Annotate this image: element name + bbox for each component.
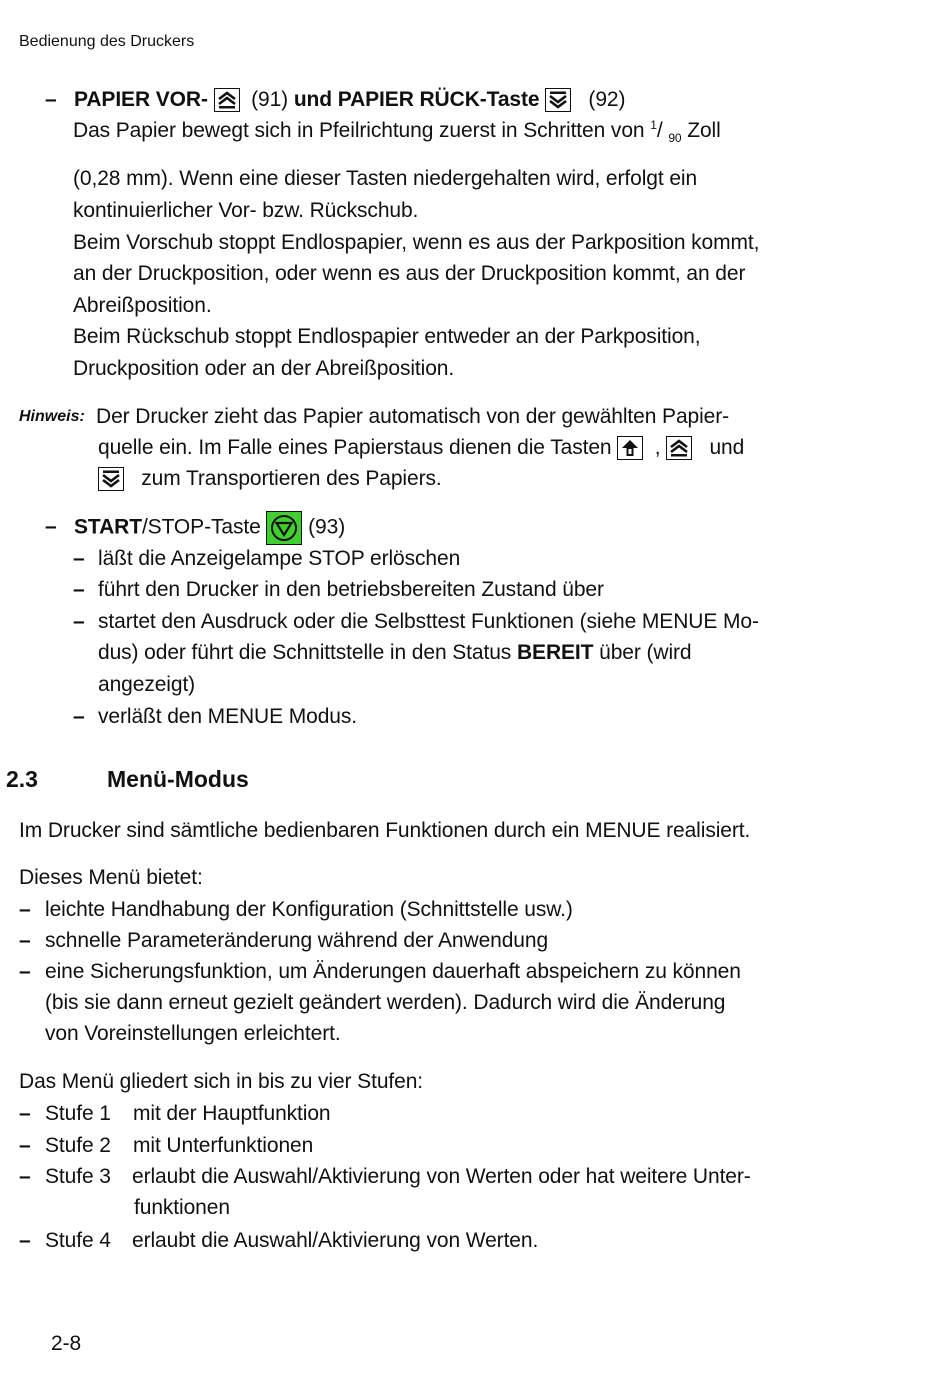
paper-back-icon: [98, 467, 124, 491]
paper-keys-heading: [45, 84, 57, 116]
section-title: Menü-Modus: [107, 766, 249, 792]
note-line-2: [98, 432, 744, 464]
list-dash: –: [19, 1134, 31, 1157]
note-line-2-text: quelle ein. Im Falle eines Papierstaus dienen die Tasten: [98, 436, 612, 459]
note-line-3-text: zum Transportieren des Papiers.: [141, 467, 442, 490]
offers-heading: Dieses Menü bietet:: [19, 866, 203, 889]
list-dash: –: [19, 898, 31, 921]
note-and: und: [709, 436, 745, 459]
paper-keys-line: an der Druckposition, oder wenn es aus der Druckposition kommt, an der: [73, 262, 746, 285]
start-key-label-rest: /STOP-Taste: [141, 515, 261, 539]
paper-back-number: (92): [588, 88, 626, 111]
start-key-item-cont-after: über (wird: [599, 641, 692, 664]
offer-item: leichte Handhabung der Konfiguration (Schnittstelle usw.): [45, 898, 573, 921]
level-label: Stufe 2: [45, 1134, 111, 1157]
start-key-item: läßt die Anzeigelampe STOP erlöschen: [98, 547, 461, 570]
list-dash: –: [73, 705, 85, 728]
list-dash: –: [19, 1229, 31, 1252]
paper-forward-icon: [214, 88, 240, 112]
level-text-cont: funktionen: [134, 1196, 230, 1219]
list-dash: –: [19, 929, 31, 952]
fraction-slash: /: [656, 119, 663, 142]
list-dash: –: [19, 960, 31, 983]
note-label: Hinweis:: [19, 408, 85, 425]
start-key-title: [74, 511, 345, 545]
list-dash: –: [73, 578, 85, 601]
paper-back-label: und PAPIER RÜCK-Taste: [293, 88, 540, 111]
start-key-label-bold: START: [74, 515, 142, 539]
note-comma: ,: [654, 436, 661, 459]
level-label: Stufe 1: [45, 1102, 111, 1125]
note-line-1: Der Drucker zieht das Papier automatisch von der gewählten Papier-: [96, 405, 730, 428]
start-key-item-cont: angezeigt): [98, 673, 196, 696]
paper-keys-unit: Zoll: [687, 119, 721, 142]
start-key-number: (93): [308, 515, 346, 539]
list-dash: –: [19, 1102, 31, 1125]
paper-keys-line: (0,28 mm). Wenn eine dieser Tasten niedergehalten wird, erfolgt ein: [73, 167, 698, 190]
start-key-item-cont: [98, 637, 692, 669]
load-paper-icon: [617, 436, 643, 460]
paper-forward-label: PAPIER VOR-: [74, 88, 208, 111]
section-number: 2.3: [6, 766, 38, 792]
paper-keys-line: Druckposition oder an der Abreißposition.: [73, 357, 455, 380]
list-dash: –: [45, 515, 57, 538]
paper-keys-line-1-text: Das Papier bewegt sich in Pfeilrichtung zuerst in Schritten von: [73, 119, 645, 142]
paper-forward-icon: [666, 436, 692, 460]
note-line-3: [98, 463, 442, 495]
level-text: mit Unterfunktionen: [133, 1134, 314, 1157]
page-number: 2-8: [51, 1332, 82, 1355]
offer-item-cont: (bis sie dann erneut gezielt geändert werden). Dadurch wird die Änderung: [45, 991, 726, 1014]
start-key-item: führt den Drucker in den betriebsbereiten Zustand über: [98, 578, 604, 601]
start-key-item: verläßt den MENUE Modus.: [98, 705, 358, 728]
offer-item-cont: von Voreinstellungen erleichtert.: [45, 1022, 341, 1045]
paper-keys-line-1: [73, 115, 721, 147]
list-dash: –: [19, 1165, 31, 1188]
start-key-item-cont-text: dus) oder führt die Schnittstelle in den Status: [98, 641, 512, 664]
list-dash: –: [45, 88, 57, 111]
paper-forward-number: (91): [251, 88, 289, 111]
paper-keys-line: Beim Rückschub stoppt Endlospapier entweder an der Parkposition,: [73, 325, 701, 348]
fraction-numerator: 1: [650, 118, 657, 132]
list-dash: –: [73, 610, 85, 633]
paper-keys-line: Beim Vorschub stoppt Endlospapier, wenn es aus der Parkposition kommt,: [73, 231, 760, 254]
running-header: Bedienung des Druckers: [19, 33, 195, 50]
fraction-denominator: 90: [668, 131, 682, 146]
start-stop-icon: [266, 511, 302, 545]
paper-keys-title: [74, 84, 625, 116]
level-label: Stufe 4: [45, 1229, 111, 1252]
section-intro: Im Drucker sind sämtliche bedienbaren Funktionen durch ein MENUE realisiert.: [19, 819, 751, 842]
paper-back-icon: [545, 88, 571, 112]
level-text: erlaubt die Auswahl/Aktivierung von Werten oder hat weitere Unter-: [132, 1165, 751, 1188]
level-text: mit der Hauptfunktion: [133, 1102, 331, 1125]
paper-keys-line: kontinuierlicher Vor- bzw. Rückschub.: [73, 199, 419, 222]
paper-keys-line: Abreißposition.: [73, 294, 212, 317]
start-key-item: startet den Ausdruck oder die Selbsttest Funktionen (siehe MENUE Mo-: [98, 610, 759, 633]
offer-item: schnelle Parameteränderung während der Anwendung: [45, 929, 549, 952]
offer-item: eine Sicherungsfunktion, um Änderungen dauerhaft abspeichern zu können: [45, 960, 741, 983]
level-text: erlaubt die Auswahl/Aktivierung von Werten.: [132, 1229, 539, 1252]
status-ready: BEREIT: [516, 641, 594, 664]
levels-heading: Das Menü gliedert sich in bis zu vier Stufen:: [19, 1070, 424, 1093]
level-label: Stufe 3: [45, 1165, 111, 1188]
list-dash: –: [73, 547, 85, 570]
